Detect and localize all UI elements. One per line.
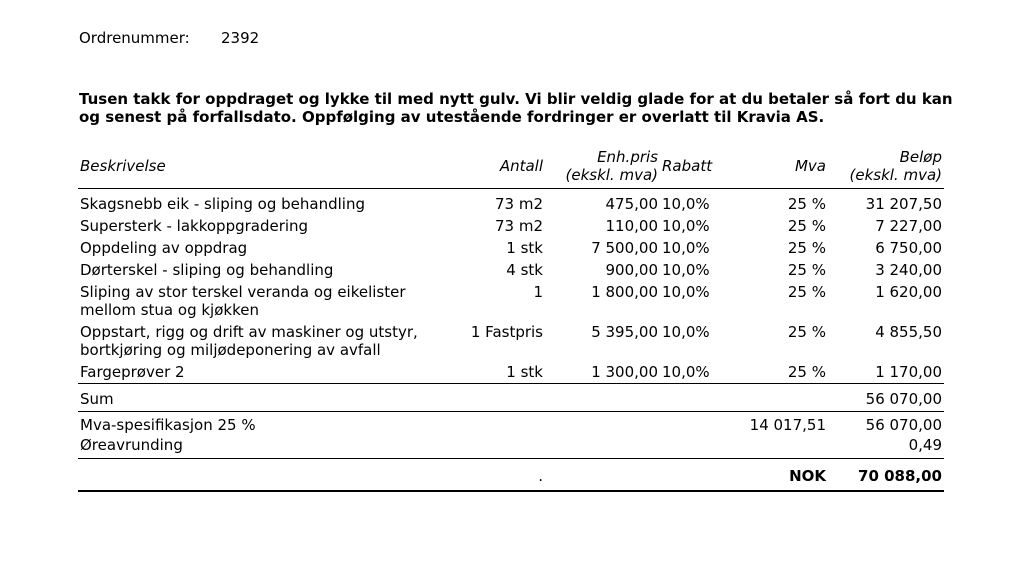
rounding-row xyxy=(78,436,944,459)
row-amount: 4 855,50 xyxy=(875,323,942,341)
row-discount: 10,0% xyxy=(662,363,710,381)
row-unit-price: 900,00 xyxy=(605,261,658,279)
total-currency: NOK xyxy=(745,459,828,492)
table-row xyxy=(78,189,944,216)
row-quantity: 1 xyxy=(533,283,543,301)
rounding-label: Øreavrunding xyxy=(80,436,183,454)
row-quantity: 73 m2 xyxy=(494,217,543,235)
row-vat: 25 % xyxy=(787,323,826,341)
row-unit-price: 110,00 xyxy=(605,217,658,235)
row-description: Supersterk - lakkoppgradering xyxy=(80,217,309,235)
table-row xyxy=(78,259,944,281)
total-empty-cell xyxy=(660,459,745,492)
row-amount: 1 620,00 xyxy=(875,283,942,301)
table-header-row xyxy=(78,144,944,189)
row-discount: 10,0% xyxy=(662,261,710,279)
row-discount: 10,0% xyxy=(662,239,710,257)
total-empty-cell xyxy=(545,459,660,492)
total-row xyxy=(78,459,944,492)
row-description: Skagsnebb eik - sliping og behandling xyxy=(80,195,365,213)
header-description: Beskrivelse xyxy=(78,144,458,189)
invoice-table xyxy=(78,144,944,492)
row-unit-price: 7 500,00 xyxy=(591,239,658,257)
header-discount: Rabatt xyxy=(660,144,745,189)
row-discount: 10,0% xyxy=(662,195,710,213)
rounding-empty-cell xyxy=(660,436,745,459)
total-dot: . xyxy=(78,459,545,492)
row-unit-price: 1 800,00 xyxy=(591,283,658,301)
row-amount: 3 240,00 xyxy=(875,261,942,279)
row-amount: 7 227,00 xyxy=(875,217,942,235)
order-number-label: Ordrenummer: xyxy=(79,29,190,47)
rounding-empty-cell xyxy=(545,436,660,459)
header-amount-line2: (ekskl. mva) xyxy=(849,166,942,184)
row-quantity: 1 stk xyxy=(506,363,543,381)
rounding-empty-cell xyxy=(745,436,828,459)
row-quantity: 1 Fastpris xyxy=(470,323,543,341)
row-vat: 25 % xyxy=(787,363,826,381)
vat-spec-label: Mva-spesifikasjon 25 % xyxy=(78,412,660,437)
row-discount: 10,0% xyxy=(662,283,710,301)
row-vat: 25 % xyxy=(787,261,826,279)
row-amount: 1 170,00 xyxy=(875,363,942,381)
order-number-value: 2392 xyxy=(221,29,260,47)
row-quantity: 1 stk xyxy=(506,239,543,257)
row-description: Sliping av stor terskel veranda og eikelister mellom stua og kjøkken xyxy=(80,283,406,319)
row-description: Oppdeling av oppdrag xyxy=(80,239,248,257)
intro-text: Tusen takk for oppdraget og lykke til med nytt gulv. Vi blir veldig glade for at du betaler så fort du kan og senest på forfallsdato. Oppfølging av utestående fordringer er overlatt til Kravia AS. xyxy=(79,90,953,126)
row-vat: 25 % xyxy=(787,239,826,257)
header-amount xyxy=(828,144,944,189)
header-vat: Mva xyxy=(745,144,828,189)
row-description: Fargeprøver 2 xyxy=(80,363,185,381)
vat-spec-row xyxy=(78,412,944,437)
rounding-amount: 0,49 xyxy=(908,436,942,454)
row-unit-price: 1 300,00 xyxy=(591,363,658,381)
sum-empty-cell xyxy=(458,384,545,412)
sum-row xyxy=(78,384,944,412)
row-amount: 6 750,00 xyxy=(875,239,942,257)
total-amount: 70 088,00 xyxy=(828,459,944,492)
header-unit-price-line1: Enh.pris xyxy=(597,148,658,166)
row-description: Oppstart, rigg og drift av maskiner og utstyr, bortkjøring og miljødeponering av avfall xyxy=(80,323,418,359)
row-amount: 31 207,50 xyxy=(865,195,942,213)
sum-amount: 56 070,00 xyxy=(828,384,944,412)
rounding-empty-cell xyxy=(458,436,545,459)
row-vat: 25 % xyxy=(787,283,826,301)
row-quantity: 4 stk xyxy=(506,261,543,279)
table-row xyxy=(78,361,944,384)
table-row xyxy=(78,321,944,361)
header-unit-price-line2: (ekskl. mva) xyxy=(565,166,658,184)
row-vat: 25 % xyxy=(787,217,826,235)
vat-spec-amount: 56 070,00 xyxy=(828,412,944,437)
table-row xyxy=(78,237,944,259)
sum-empty-cell xyxy=(660,384,745,412)
sum-empty-cell xyxy=(745,384,828,412)
row-unit-price: 475,00 xyxy=(605,195,658,213)
sum-empty-cell xyxy=(545,384,660,412)
row-discount: 10,0% xyxy=(662,217,710,235)
table-row xyxy=(78,281,944,321)
vat-spec-vat-amount: 14 017,51 xyxy=(745,412,828,437)
row-unit-price: 5 395,00 xyxy=(591,323,658,341)
row-discount: 10,0% xyxy=(662,323,710,341)
header-amount-line1: Beløp xyxy=(899,148,942,166)
order-number-line xyxy=(79,29,259,47)
row-description: Dørterskel - sliping og behandling xyxy=(80,261,334,279)
header-quantity: Antall xyxy=(458,144,545,189)
row-quantity: 73 m2 xyxy=(494,195,543,213)
header-unit-price xyxy=(545,144,660,189)
row-vat: 25 % xyxy=(787,195,826,213)
table-row xyxy=(78,215,944,237)
sum-label: Sum xyxy=(78,384,458,412)
vat-spec-empty-cell xyxy=(660,412,745,437)
